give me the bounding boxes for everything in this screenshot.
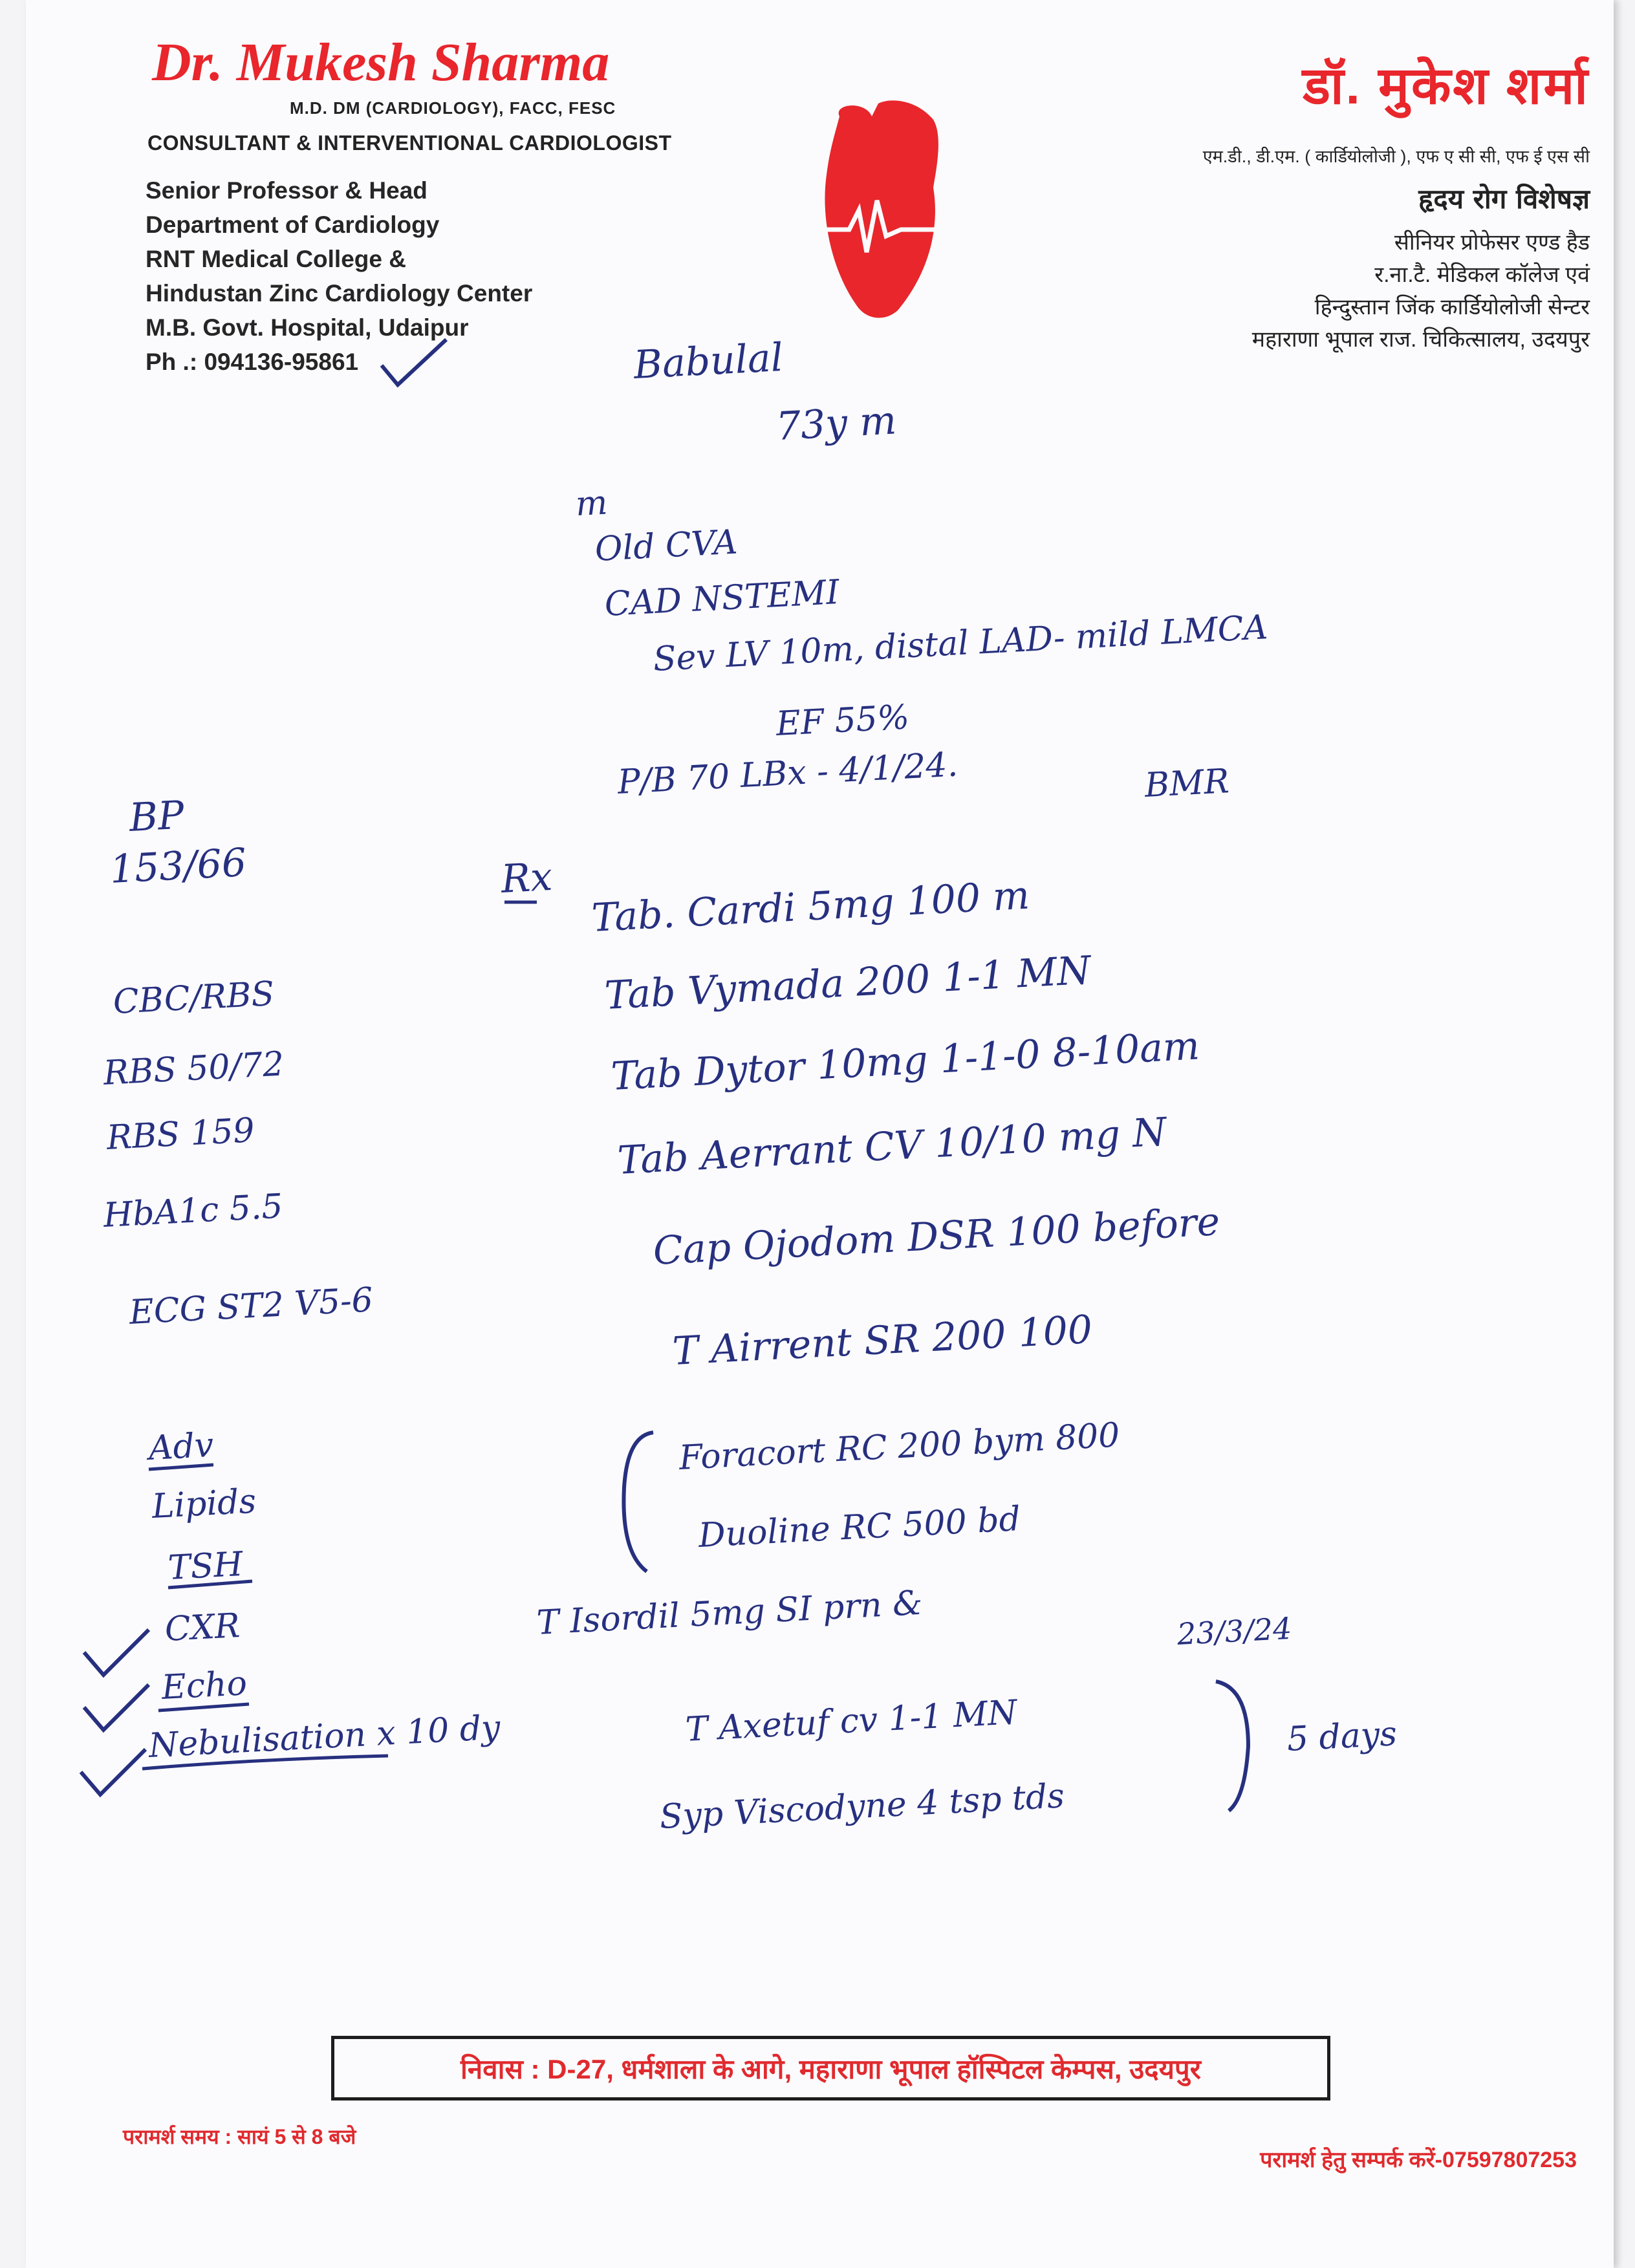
advice-line: TSH [167,1544,244,1588]
underline-mark [142,1756,388,1769]
medicine-line: 23/3/24 [1176,1610,1293,1652]
bracket-mark [623,1432,653,1571]
qualifications-en: M.D. DM (CARDIOLOGY), FACC, FESC [290,98,616,118]
role-hi: हृदय रोग विशेषज्ञ [1418,183,1590,215]
address-line: Department of Cardiology [146,211,440,238]
history-line: CAD NSTEMI [603,573,841,624]
address-line: Senior Professor & Head [146,177,428,204]
advice-line: Adv [147,1425,215,1468]
bracket-mark [1216,1681,1248,1811]
history-line: m [574,483,609,524]
medicine-line: Cap Ojodom DSR 100 before [652,1199,1221,1274]
patient-name: Babulal [633,334,785,388]
lab-line: ECG ST2 V5-6 [128,1280,374,1332]
patient-age-sex: 73y m [775,398,898,449]
checkmark-icon [81,1749,146,1795]
checkmark-icon [84,1685,149,1730]
medicine-line: Tab. Cardi 5mg 100 m [590,872,1031,941]
medicine-line: Syp Viscodyne 4 tsp tds [658,1777,1066,1837]
doctor-name-hi: डॉ. मुकेश शर्मा [1303,57,1590,114]
history-line: Sev LV 10m, distal LAD- mild LMCA [652,608,1269,679]
medicine-line: Foracort RC 200 bym 800 [678,1416,1121,1478]
history-line: P/B 70 LBx - 4/1/24. [616,745,959,802]
consultation-time: परामर्श समय : सायं 5 से 8 बजे [123,2125,356,2148]
underline-mark [158,1704,249,1711]
phone-line: Ph .: 094136-95861 [146,349,359,375]
medicine-line: Tab Dytor 10mg 1-1-0 8-10am [610,1023,1201,1099]
vitals-label: BP [128,792,186,841]
address-line-hi: महाराणा भूपाल राज. चिकित्सालय, उदयपुर [1251,327,1590,352]
residence-address-box [331,2036,1330,2101]
residence-address: निवास : D-27, धर्मशाला के आगे, महाराणा भूपाल हॉस्पिटल केम्पस, उदयपुर [460,2053,1201,2084]
role-en: CONSULTANT & INTERVENTIONAL CARDIOLOGIST [147,131,672,155]
lab-line: RBS 50/72 [102,1044,285,1093]
checkmark-icon [84,1630,149,1675]
advice-line: CXR [164,1606,241,1649]
checkmark-icon [382,340,446,385]
contact-number: परामर्श हेतु सम्पर्क करें-07597807253 [1260,2148,1577,2172]
history-line: EF 55% [775,698,911,744]
history-line: Old CVA [594,523,739,569]
medicine-line: Duoline RC 500 bd [697,1499,1022,1555]
advice-line: Nebulisation x 10 dy [147,1708,501,1766]
underline-mark [149,1465,213,1469]
medicine-line: T Axetuf cv 1-1 MN [684,1693,1018,1749]
qualifications-hi: एम.डी., डी.एम. ( कार्डियोलोजी ), एफ ए सी सी, एफ ई एस सी [1202,147,1590,166]
duration-note: 5 days [1286,1714,1398,1759]
address-line-hi: सीनियर प्रोफेसर एण्ड हैड [1394,230,1590,255]
address-line: Hindustan Zinc Cardiology Center [146,280,533,307]
address-line: RNT Medical College & [146,246,406,272]
lab-line: CBC/RBS [112,974,276,1022]
history-line: BMR [1143,762,1231,805]
vitals-value: 153/66 [109,840,248,892]
medicine-line: T Isordil 5mg SI prn & [536,1583,924,1643]
address-line: M.B. Govt. Hospital, Udaipur [146,314,469,341]
rx-symbol: Rx [500,854,554,902]
doctor-name-en: Dr. Mukesh Sharma [152,32,610,92]
underline-mark [168,1581,252,1588]
medicine-line: Tab Vymada 200 1-1 MN [603,947,1092,1019]
advice-line: Lipids [151,1482,257,1526]
address-line-hi: हिन्दुस्तान जिंक कार्डियोलोजी सेन्टर [1314,295,1590,319]
medicine-line: T Airrent SR 200 100 [671,1307,1094,1374]
advice-line: Echo [160,1664,248,1707]
medicine-line: Tab Aerrant CV 10/10 mg N [616,1109,1168,1183]
lab-line: RBS 159 [105,1111,256,1158]
address-line-hi: र.ना.टै. मेडिकल कॉलेज एवं [1374,263,1590,287]
lab-line: HbA1c 5.5 [102,1187,284,1235]
